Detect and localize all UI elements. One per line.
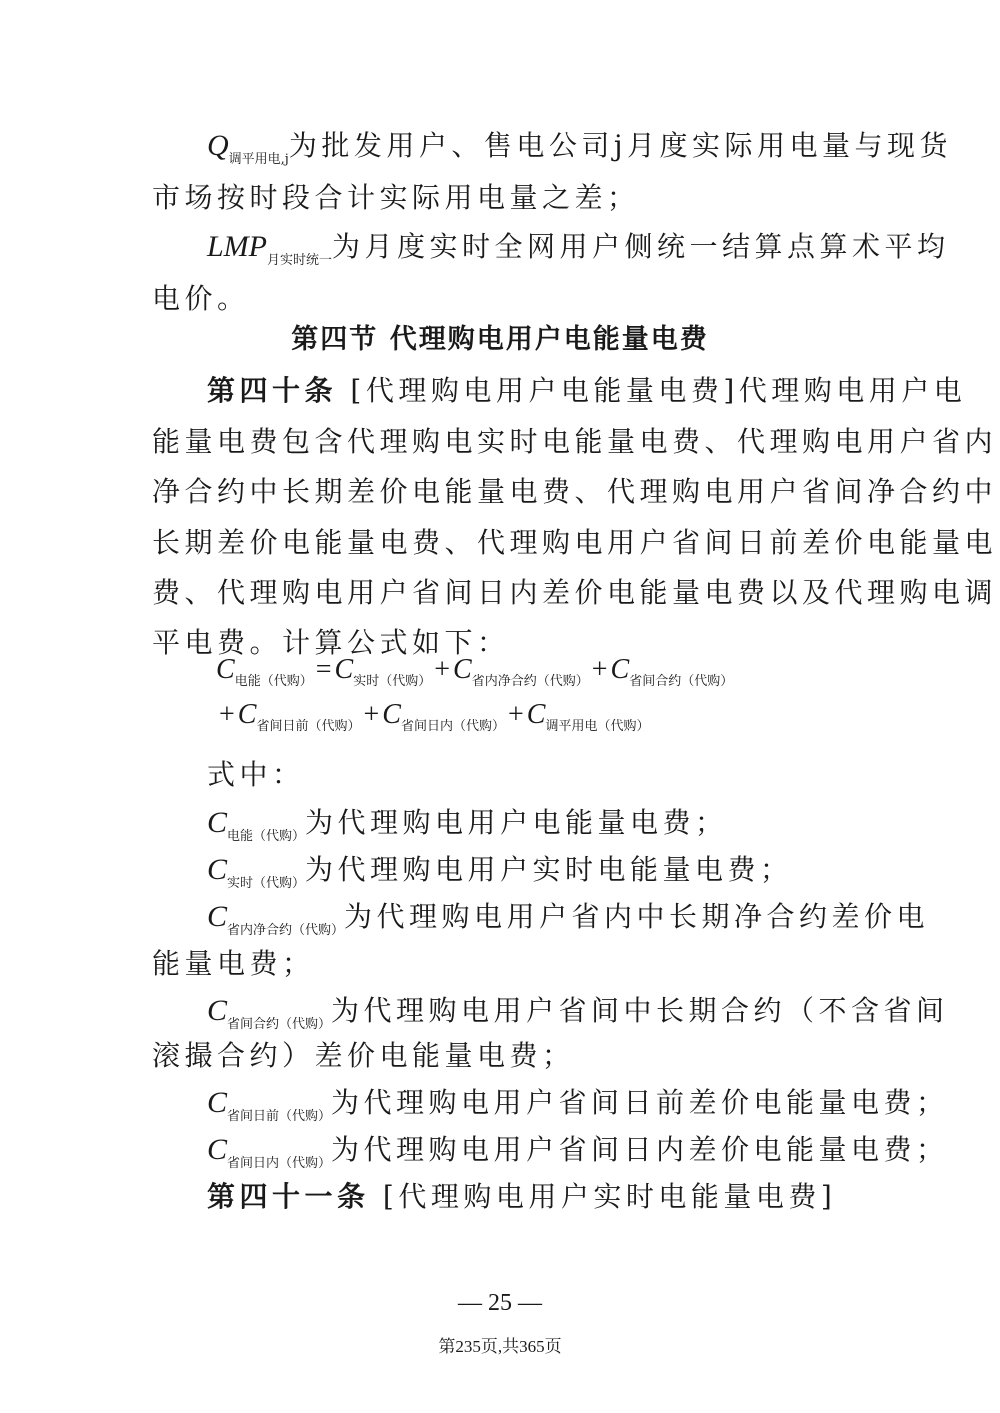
formula-plus: + [363, 699, 380, 730]
definition-text: 为代理购电用户电能量电费； [305, 806, 728, 839]
symbol-lmp: LMP [207, 230, 267, 263]
article-40-line-3: 净合约中长期差价电能量电费、代理购电用户省间净合约中 [152, 475, 998, 508]
subscript: 电能（代购） [227, 829, 306, 844]
article-40-line-5: 费、代理购电用户省间日内差价电能量电费以及代理购电调 [152, 576, 998, 609]
article-41 [207, 1177, 836, 1217]
article-40-line-2: 能量电费包含代理购电实时电能量电费、代理购电用户省内 [152, 425, 998, 458]
article-40-label: 第四十条 [207, 374, 338, 407]
definition-c-inter-province-continuation: 滚撮合约）差价电能量电费； [152, 1039, 575, 1072]
symbol-c: C [207, 1133, 228, 1166]
subscript: 省内净合约（代购） [227, 923, 345, 938]
article-41-text: [代理购电用户实时电能量电费] [382, 1180, 837, 1213]
symbol-c: C [207, 853, 228, 886]
formula-term: 省内净合约（代购） [471, 673, 589, 688]
formula-equals: = [315, 654, 332, 685]
formula-plus: + [508, 699, 524, 730]
symbol-c: C [207, 994, 228, 1027]
article-40-line-6: 平电费。计算公式如下： [152, 626, 510, 659]
formula-term: 调平用电（代购） [545, 718, 650, 733]
article-40-line-4: 长期差价电能量电费、代理购电用户省间日前差价电能量电 [152, 526, 998, 559]
definition-text: 为代理购电用户省间中长期合约（不含省间 [331, 994, 949, 1027]
definition-text: 为代理购电用户实时电能量电费； [305, 853, 793, 886]
formula-term: 电能（代购） [234, 673, 313, 688]
formula-line-1 [216, 652, 733, 699]
formula-symbol: C [334, 654, 354, 685]
definition-c-intraday [207, 1130, 949, 1184]
formula-line-2 [216, 697, 650, 744]
subscript: 调平用电,j [228, 152, 289, 167]
formula-symbol: C [216, 654, 235, 685]
definition-c-intra-province-continuation: 能量电费； [152, 947, 315, 980]
definition-text: 为批发用户、售电公司j月度实际用电量与现货 [288, 129, 953, 162]
formula-plus: + [219, 699, 235, 730]
subscript: 实时（代购） [227, 876, 306, 891]
formula-symbol: C [453, 654, 472, 685]
formula-symbol: C [610, 654, 630, 685]
formula-term: 省间合约（代购） [629, 673, 734, 688]
article-40-text: [代理购电用户电能量电费]代理购电用户电 [350, 374, 967, 407]
subscript: 省间日前（代购） [227, 1109, 332, 1124]
definition-c-realtime [207, 850, 793, 904]
section-heading: 第四节 代理购电用户电能量电费 [291, 324, 709, 355]
symbol-c: C [207, 900, 228, 933]
subscript: 省间日内（代购） [227, 1156, 332, 1171]
page-number: — 25 — [458, 1290, 542, 1316]
subscript: 月实时统一 [267, 253, 333, 268]
definition-lmp-continuation: 电价。 [152, 282, 250, 315]
definition-text: 为代理购电用户省内中长期净合约差价电 [344, 900, 930, 933]
formula-plus: + [434, 654, 450, 685]
symbol-c: C [207, 806, 228, 839]
definition-c-intra-province [207, 897, 929, 951]
symbol-q: Q [207, 129, 229, 162]
definition-c-energy [207, 803, 728, 857]
article-40-line-1 [207, 371, 966, 411]
formula-symbol: C [382, 699, 401, 730]
definition-lmp [207, 227, 950, 281]
definition-text: 为代理购电用户省间日前差价电能量电费； [331, 1086, 949, 1119]
where-label: 式中： [207, 758, 305, 791]
subscript: 省间合约（代购） [227, 1017, 332, 1032]
formula-plus: + [591, 654, 608, 685]
formula-symbol: C [526, 699, 546, 730]
formula-term: 省间日前（代购） [256, 718, 361, 733]
formula-symbol: C [237, 699, 257, 730]
definition-c-day-ahead [207, 1083, 949, 1137]
definition-text: 为代理购电用户省间日内差价电能量电费； [331, 1133, 949, 1166]
page-count: 第235页,共365页 [438, 1337, 562, 1356]
formula-term: 实时（代购） [353, 673, 432, 688]
symbol-c: C [207, 1086, 228, 1119]
article-41-label: 第四十一条 [207, 1180, 370, 1213]
definition-text: 为月度实时全网用户侧统一结算点算术平均 [332, 230, 950, 263]
formula-term: 省间日内（代购） [400, 718, 505, 733]
definition-q-continuation: 市场按时段合计实际用电量之差； [152, 181, 640, 214]
definition-q [207, 126, 952, 180]
